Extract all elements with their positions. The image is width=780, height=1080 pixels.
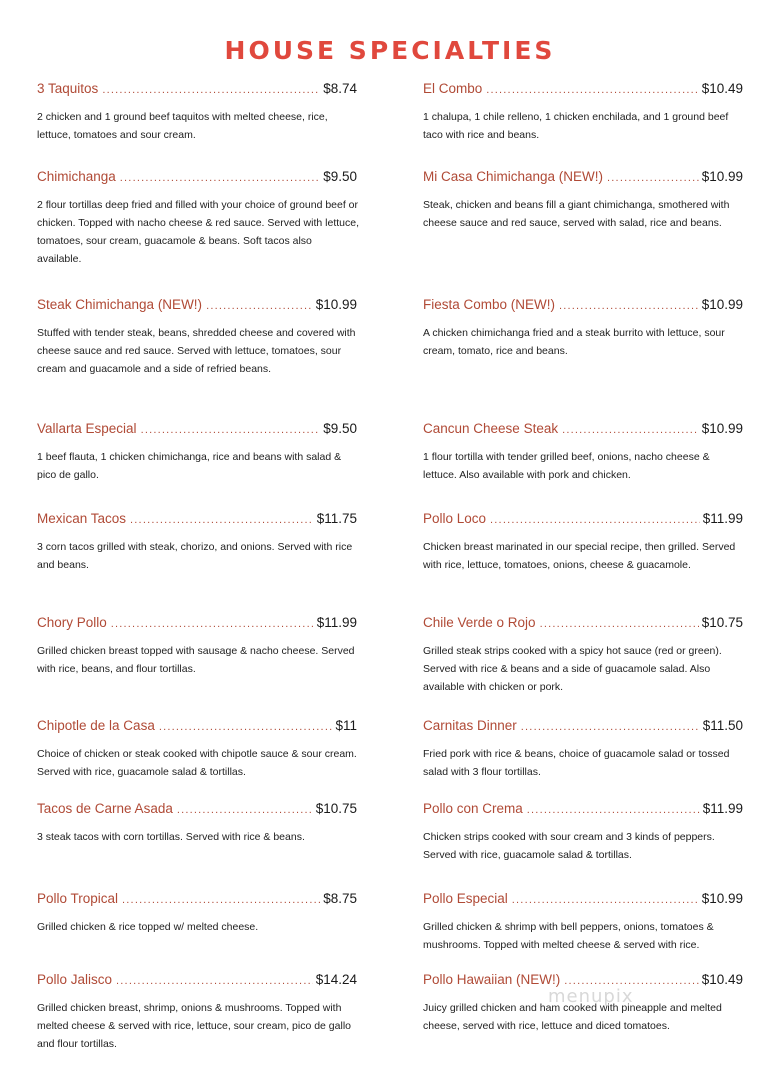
item-name: Mexican Tacos bbox=[37, 511, 127, 526]
item-name: Tacos de Carne Asada bbox=[37, 801, 173, 816]
item-price: $10.99 bbox=[701, 169, 743, 184]
item-description: 3 steak tacos with corn tortillas. Served with rice & beans. bbox=[37, 831, 305, 843]
dot-leader bbox=[490, 511, 700, 529]
dot-leader bbox=[540, 615, 699, 633]
dot-leader bbox=[177, 801, 313, 819]
item-price: $10.99 bbox=[315, 297, 357, 312]
menu-item bbox=[37, 890, 357, 936]
menu-item bbox=[423, 420, 743, 484]
item-description: 1 beef flauta, 1 chicken chimichanga, rice and beans with salad & pico de gallo. bbox=[37, 451, 342, 481]
item-name: Pollo Loco bbox=[423, 511, 487, 526]
menu-item bbox=[37, 510, 357, 574]
item-price: $8.74 bbox=[323, 81, 357, 96]
item-name: Chimichanga bbox=[37, 169, 116, 184]
item-description: 2 flour tortillas deep fried and filled with your choice of ground beef or chicken. Topped with nacho cheese & red sauce. Served with lettuce, tomatoes, sour cream, guacamole & beans. Soft tacos also available. bbox=[37, 199, 359, 265]
item-name: Pollo con Crema bbox=[423, 801, 523, 816]
item-description: Grilled chicken breast topped with sausage & nacho cheese. Served with rice, beans, and flour tortillas. bbox=[37, 645, 355, 675]
item-name: Chory Pollo bbox=[37, 615, 107, 630]
dot-leader bbox=[607, 169, 699, 187]
menu-item bbox=[423, 510, 743, 574]
item-description: Grilled chicken & rice topped w/ melted cheese. bbox=[37, 921, 259, 933]
item-price: $10.49 bbox=[701, 81, 743, 96]
item-description: 3 corn tacos grilled with steak, chorizo, and onions. Served with rice and beans. bbox=[37, 541, 353, 571]
dot-leader bbox=[559, 297, 699, 315]
watermark: menupix bbox=[548, 986, 634, 1007]
dot-leader bbox=[512, 891, 699, 909]
item-description: 2 chicken and 1 ground beef taquitos with melted cheese, rice, lettuce, tomatoes and sour cream. bbox=[37, 111, 328, 141]
menu-item bbox=[37, 717, 357, 781]
item-name: Steak Chimichanga (NEW!) bbox=[37, 297, 203, 312]
item-name: El Combo bbox=[423, 81, 483, 96]
menu-item bbox=[423, 717, 743, 781]
dot-leader bbox=[141, 421, 321, 439]
menu-item bbox=[37, 800, 357, 846]
item-price: $9.50 bbox=[323, 169, 357, 184]
item-name: Mi Casa Chimichanga (NEW!) bbox=[423, 169, 604, 184]
dot-leader bbox=[562, 421, 699, 439]
item-description: 1 chalupa, 1 chile relleno, 1 chicken enchilada, and 1 ground beef taco with rice and beans. bbox=[423, 111, 729, 141]
item-description: Fried pork with rice & beans, choice of guacamole salad or tossed salad with 3 flour tortillas. bbox=[423, 748, 730, 778]
menu-item bbox=[423, 890, 743, 954]
menu-item bbox=[423, 80, 743, 144]
dot-leader bbox=[130, 511, 314, 529]
dot-leader bbox=[102, 81, 320, 99]
item-price: $10.99 bbox=[701, 891, 743, 906]
item-price: $11.50 bbox=[702, 718, 743, 733]
dot-leader bbox=[521, 718, 700, 736]
menu-item bbox=[37, 614, 357, 678]
item-price: $10.75 bbox=[315, 801, 357, 816]
item-name: Pollo Tropical bbox=[37, 891, 119, 906]
menu-item bbox=[423, 168, 743, 232]
item-price: $9.50 bbox=[323, 421, 357, 436]
item-price: $10.49 bbox=[701, 972, 743, 987]
item-description: Grilled steak strips cooked with a spicy hot sauce (red or green). Served with rice & beans and a side of guacamole salad. Also available with chicken or pork. bbox=[423, 645, 722, 693]
menu-item bbox=[37, 80, 357, 144]
item-price: $11.99 bbox=[316, 615, 357, 630]
item-price: $11 bbox=[335, 718, 357, 733]
item-description: 1 flour tortilla with tender grilled beef, onions, nacho cheese & lettuce. Also available with pork and chicken. bbox=[423, 451, 710, 481]
menu-item bbox=[423, 614, 743, 696]
item-price: $10.99 bbox=[701, 297, 743, 312]
item-name: Pollo Jalisco bbox=[37, 972, 113, 987]
item-price: $11.99 bbox=[702, 801, 743, 816]
item-name: Pollo Hawaiian (NEW!) bbox=[423, 972, 561, 987]
item-description: Juicy grilled chicken and ham cooked with pineapple and melted cheese, served with rice, lettuce and diced tomatoes. bbox=[423, 1002, 722, 1032]
item-name: Chile Verde o Rojo bbox=[423, 615, 536, 630]
menu-title: HOUSE SPECIALTIES bbox=[224, 36, 556, 65]
menu-item bbox=[423, 296, 743, 360]
item-description: Grilled chicken & shrimp with bell peppers, onions, tomatoes & mushrooms. Topped with melted cheese & served with rice. bbox=[423, 921, 714, 951]
menu-item bbox=[423, 800, 743, 864]
item-name: Fiesta Combo (NEW!) bbox=[423, 297, 556, 312]
item-name: Carnitas Dinner bbox=[423, 718, 517, 733]
item-description: A chicken chimichanga fried and a steak burrito with lettuce, sour cream, tomato, rice and beans. bbox=[423, 327, 725, 357]
dot-leader bbox=[122, 891, 320, 909]
item-name: Chipotle de la Casa bbox=[37, 718, 155, 733]
item-name: Cancun Cheese Steak bbox=[423, 421, 559, 436]
menu-item bbox=[37, 971, 357, 1053]
item-price: $10.99 bbox=[701, 421, 743, 436]
dot-leader bbox=[116, 972, 313, 990]
dot-leader bbox=[159, 718, 333, 736]
dot-leader bbox=[111, 615, 314, 633]
item-description: Choice of chicken or steak cooked with chipotle sauce & sour cream. Served with rice, guacamole salad & tortillas. bbox=[37, 748, 357, 778]
item-price: $11.99 bbox=[702, 511, 743, 526]
item-description: Grilled chicken breast, shrimp, onions & mushrooms. Topped with melted cheese & served with rice, lettuce, sour cream, pico de gallo and flour tortillas. bbox=[37, 1002, 351, 1050]
dot-leader bbox=[120, 169, 320, 187]
item-price: $14.24 bbox=[315, 972, 357, 987]
item-description: Chicken strips cooked with sour cream and 3 kinds of peppers. Served with rice, guacamole salad & tortillas. bbox=[423, 831, 715, 861]
menu-item bbox=[37, 420, 357, 484]
item-name: Pollo Especial bbox=[423, 891, 508, 906]
item-name: Vallarta Especial bbox=[37, 421, 137, 436]
dot-leader bbox=[486, 81, 698, 99]
item-price: $11.75 bbox=[316, 511, 357, 526]
item-price: $10.75 bbox=[701, 615, 743, 630]
item-description: Chicken breast marinated in our special recipe, then grilled. Served with rice, lettuce, tomatoes, onions, cheese & guacamole. bbox=[423, 541, 736, 571]
item-price: $8.75 bbox=[323, 891, 357, 906]
item-description: Steak, chicken and beans fill a giant chimichanga, smothered with cheese sauce and red sauce, served with salad, rice and beans. bbox=[423, 199, 730, 229]
menu-item bbox=[37, 168, 357, 268]
item-name: 3 Taquitos bbox=[37, 81, 99, 96]
dot-leader bbox=[527, 801, 700, 819]
dot-leader bbox=[206, 297, 313, 315]
item-description: Stuffed with tender steak, beans, shredded cheese and covered with cheese sauce and red sauce. Served with lettuce, tomatoes, sour cream and guacamole and a side of refried beans. bbox=[37, 327, 356, 375]
menu-item bbox=[37, 296, 357, 378]
